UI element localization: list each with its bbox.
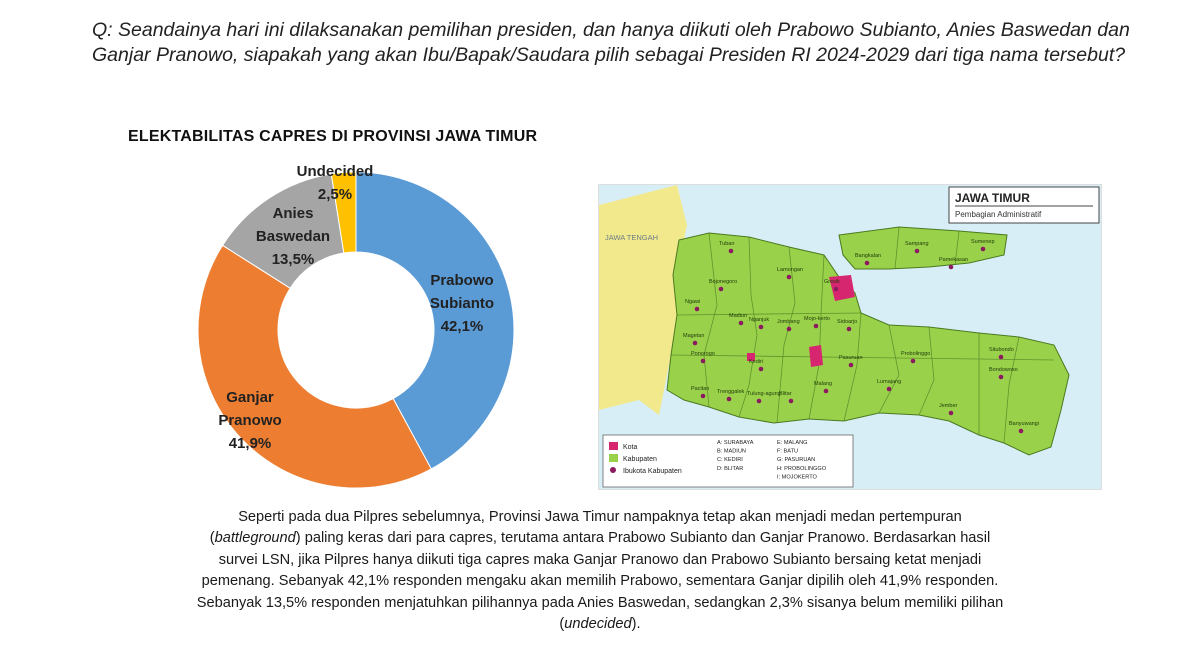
map-legend-label-kota: Kota [623, 444, 638, 451]
map-city-code: I: MOJOKERTO [777, 474, 817, 481]
map-legend-label-kabupaten: Kabupaten [623, 456, 657, 463]
map-title: JAWA TIMUR [955, 191, 1030, 205]
map-region-label: Malang [814, 381, 833, 387]
map-capital-dot [887, 387, 892, 392]
map-capital-dot [701, 359, 706, 364]
map-city-code: G: PASURUAN [777, 457, 816, 464]
map-capital-dot [695, 307, 700, 312]
map-capital-dot [787, 275, 792, 280]
map-region-label: Madiun [729, 313, 748, 319]
map-capital-dot [757, 399, 762, 404]
map-capital-dot [915, 249, 920, 254]
map-legend-label-capital: Ibukota Kabupaten [623, 468, 682, 475]
map-city-code: F: BATU [777, 448, 799, 455]
map-capital-dot [824, 389, 829, 394]
map-region-label: Sampang [905, 241, 929, 247]
map-capital-dot [981, 247, 986, 252]
map-region-label: Bojonegoro [709, 279, 738, 285]
map-capital-dot [693, 341, 698, 346]
map-region-label: Situbondo [989, 347, 1014, 353]
map-region-label: Bondowoso [989, 367, 1018, 373]
map-region-label: Sumenep [971, 239, 995, 245]
map-subtitle: Pembagian Administratif [955, 210, 1042, 219]
jawa-timur-map [598, 184, 1102, 490]
map-region-label: Pamekasan [939, 257, 969, 263]
map-city-code: A: SURABAYA [717, 440, 754, 446]
paragraph-emphasis: battleground [214, 530, 296, 547]
donut-label-prabowo-subianto: Prabowo Subianto 42,1% [429, 272, 495, 335]
paragraph-emphasis: undecided [564, 616, 632, 633]
map-region-label: Probolinggo [901, 351, 931, 357]
map-capital-dot [849, 363, 854, 368]
map-capital-dot [949, 265, 954, 270]
map-region-label: Mojo-kerto [804, 316, 830, 322]
map-region-label: Bangkalan [855, 253, 881, 259]
map-region-label: Kediri [749, 359, 764, 365]
map-capital-dot [834, 287, 839, 292]
map-region-label: Jombang [777, 319, 800, 325]
map-capital-dot [847, 327, 852, 332]
map-region-label: Magetan [683, 333, 705, 339]
map-capital-dot [999, 355, 1004, 360]
map-city-code: C: KEDIRI [717, 457, 743, 464]
map-capital-dot [814, 324, 819, 329]
map-capital-dot [999, 375, 1004, 380]
map-kota-malang [809, 345, 823, 367]
paragraph-line: pemenang. Sebanyak 42,1% responden mengaku akan memilih Prabowo, sementara Ganjar dipilih oleh 41,9% responden. [201, 573, 999, 590]
donut-label-ganjar-pranowo: Ganjar Pranowo 41,9% [218, 389, 282, 452]
map-capital-dot [719, 287, 724, 292]
map-capital-dot [727, 397, 732, 402]
map-region-label: Sidoarjo [837, 319, 858, 325]
map-region-label: Jember [939, 403, 958, 409]
donut-label-anies-baswedan: Anies Baswedan 13,5% [255, 205, 331, 268]
map-capital-dot [729, 249, 734, 254]
map-capital-dot [865, 261, 870, 266]
map-city-code: E: MALANG [777, 440, 808, 446]
map-region-label: Blitar [779, 391, 792, 397]
map-legend-swatch-kabupaten [609, 454, 618, 462]
map-capital-dot [1019, 429, 1024, 434]
map-region-label: Ngawi [685, 299, 701, 305]
chart-title: ELEKTABILITAS CAPRES DI PROVINSI JAWA TIMUR [128, 128, 538, 145]
map-region-label: Tuban [719, 241, 735, 247]
map-region-label: Trenggalek [717, 389, 745, 395]
map-region-label: Gresik [824, 279, 840, 285]
map-capital-dot [949, 411, 954, 416]
map-capital-dot [911, 359, 916, 364]
paragraph-line: Sebanyak 13,5% responden menjatuhkan pilihannya pada Anies Baswedan, sedangkan 2,3% sisanya belum memiliki pilihan [196, 594, 1004, 611]
map-region-label: Lumajang [877, 379, 902, 385]
map-capital-dot [701, 394, 706, 399]
map-city-code: B: MADIUN [717, 448, 746, 455]
map-region-label: Lamongan [777, 267, 803, 273]
map-region-label: Banyuwangi [1009, 421, 1039, 427]
map-region-label: Pasuruan [839, 355, 863, 361]
map-neighbor-label: JAWA TENGAH [605, 233, 659, 242]
map-legend-swatch-capital [610, 467, 616, 473]
map-capital-dot [787, 327, 792, 332]
paragraph-line: (battleground) paling keras dari para capres, terutama antara Prabowo Subianto dan Ganjar Pranowo. Berdasarkan hasil [209, 530, 991, 547]
map-capital-dot [789, 399, 794, 404]
donut-label-undecided: Undecided 2,5% [296, 163, 374, 203]
map-svg [599, 185, 1101, 489]
map-legend-swatch-kota [609, 442, 618, 450]
map-region-label: Tulung-agung [747, 391, 781, 397]
paragraph-line: Seperti pada dua Pilpres sebelumnya, Provinsi Jawa Timur nampaknya tetap akan menjadi medan pertempuran [238, 509, 962, 525]
map-region-label: Ponorogo [691, 351, 715, 357]
map-region-label: Nganjuk [749, 317, 770, 323]
map-capital-dot [739, 321, 744, 326]
map-capital-dot [759, 367, 764, 372]
map-region-label: Pacitan [691, 386, 710, 392]
map-city-code: D: BLITAR [717, 465, 744, 472]
body-paragraph [100, 507, 1100, 635]
map-city-code: H: PROBOLINGGO [777, 465, 827, 472]
paragraph-line: (undecided). [559, 616, 641, 633]
paragraph-line: survei LSN, jika Pilpres hanya diikuti tiga capres maka Ganjar Pranowo dan Prabowo Subianto bersaing ketat menjadi [218, 551, 982, 568]
map-capital-dot [759, 325, 764, 330]
survey-question: Q: Seandainya hari ini dilaksanakan pemilihan presiden, dan hanya diikuti oleh Prabowo Subianto, Anies Baswedan dan Ganjar Pranowo, siapakah yang akan Ibu/Bapak/Saudara pilih sebagai Presiden RI 2024-2029 dari tiga nama tersebut? [92, 19, 1130, 66]
donut-chart [180, 160, 540, 500]
